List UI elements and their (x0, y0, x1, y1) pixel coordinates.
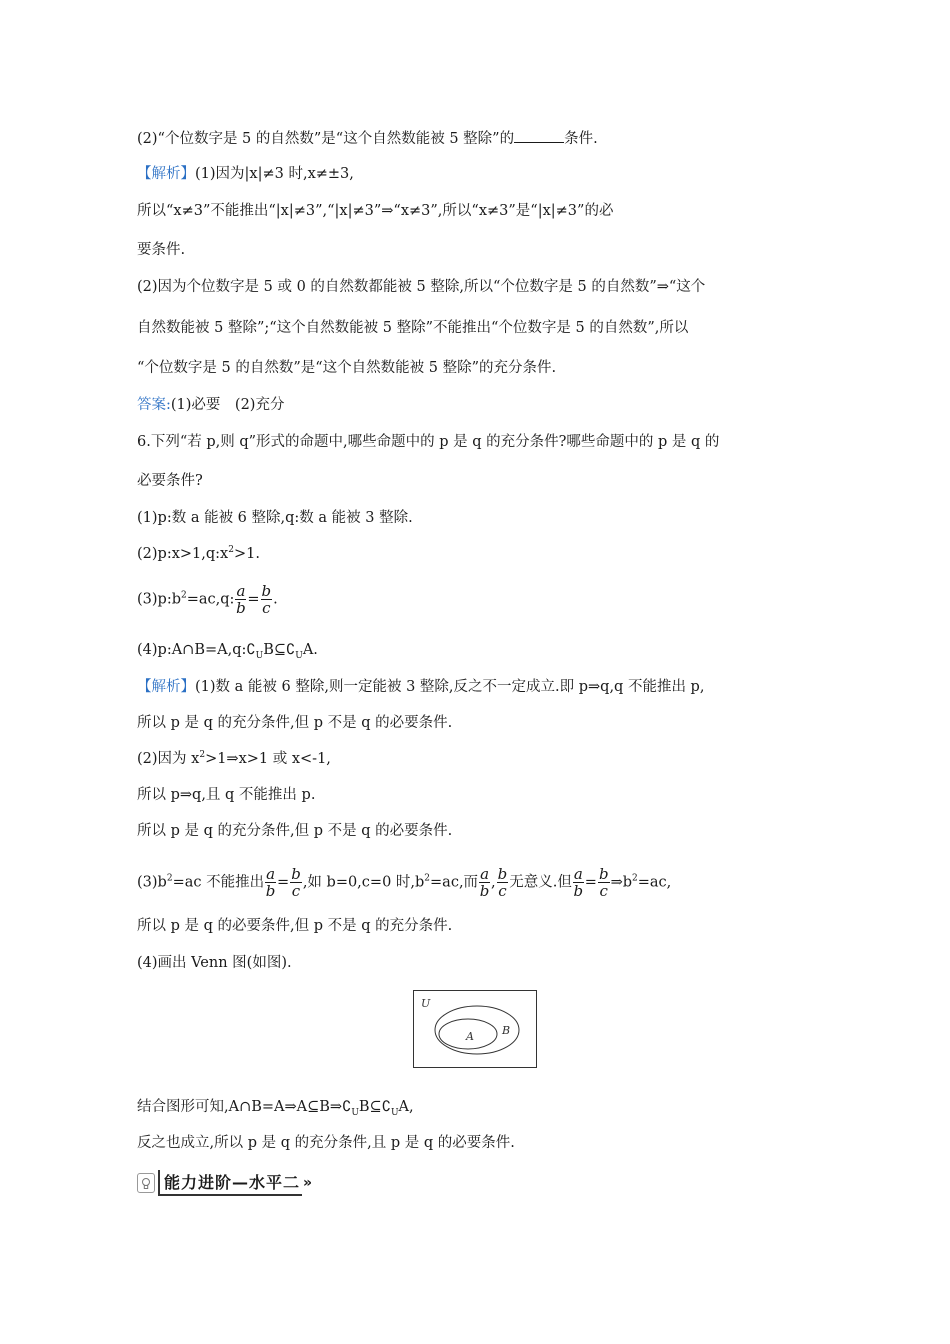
analysis-line: 自然数能被 5 整除”;“这个自然数能被 5 整除”不能推出“个位数字是 5 的自然数”,所以 (137, 320, 689, 336)
analysis-line: (2)因为 $x^2>1\Rightarrow x>1$ 或 x<-1, (137, 750, 331, 767)
analysis-line: 所以 p 是 q 的充分条件,但 p 不是 q 的必要条件. (137, 715, 453, 731)
fraction: $\frac{b}{c}$ (291, 865, 301, 900)
fraction: $\frac{a}{b}$ (479, 865, 490, 900)
section-title: 能力进阶—水平二 (158, 1170, 302, 1196)
analysis-tag: 【解析】 (137, 679, 195, 695)
question-stem: 6.下列“若 p,则 q”形式的命题中,哪些命题中的 p 是 q 的充分条件?哪些命题中的 p 是 q 的 (137, 434, 720, 450)
answer-line: 答案:(1)必要 (2)充分 (137, 397, 285, 413)
section-header (137, 1172, 312, 1194)
answer-blank (514, 128, 564, 143)
analysis-line: 所以 p 是 q 的必要条件,但 p 不是 q 的充分条件. (137, 918, 453, 934)
label-a: A (466, 1030, 474, 1043)
label-b: B (502, 1024, 511, 1037)
fraction: $\frac{b}{c}$ (261, 582, 272, 617)
analysis-line: 要条件. (137, 242, 186, 258)
label-u: U (421, 997, 431, 1010)
venn-diagram (413, 990, 537, 1068)
analysis-line: 结合图形可知$,A\cap B=A\Rightarrow A⊆B\Rightarrow∁_UB⊆∁_UA$, (137, 1099, 414, 1118)
analysis-tag: 【解析】 (137, 166, 195, 182)
condition-3: $(3)p:b^2=ac,q$: $\frac{a}{b}$ = $\frac{b}{c}$ . (137, 582, 278, 617)
condition-4: $(4)p:A\cap B=A,q:∁_UB⊆∁_UA$. (137, 642, 318, 661)
condition-2: $(2)p:x>1,q:x^2>1$. (137, 545, 260, 562)
universal-set-box (414, 991, 537, 1068)
question-stem: 必要条件? (137, 473, 203, 489)
answer-tag: 答案: (137, 397, 171, 413)
analysis-line: 所以 p 是 q 的充分条件,但 p 不是 q 的必要条件. (137, 823, 453, 839)
fraction: $\frac{b}{c}$ (598, 865, 609, 900)
condition-1: (1)p:数 a 能被 6 整除,q:数 a 能被 3 整除. (137, 510, 413, 526)
fraction: $\frac{a}{b}$ (573, 865, 584, 900)
analysis-line: (4)画出 Venn 图(如图). (137, 955, 292, 971)
analysis-line: 【解析】(1)数 a 能被 6 整除,则一定能被 3 整除,反之不一定成立.即 p⇒q,q 不能推出 p, (137, 679, 705, 695)
analysis-line: 反之也成立,所以 p 是 q 的充分条件,且 p 是 q 的必要条件. (137, 1135, 515, 1151)
analysis-line: 所以 p⇒q,且 q 不能推出 p. (137, 787, 316, 803)
double-chevron-icon: » (303, 1175, 313, 1191)
analysis-line: (2)因为个位数字是 5 或 0 的自然数都能被 5 整除,所以“个位数字是 5 的自然数”⇒“这个 (137, 279, 706, 295)
analysis-line: “个位数字是 5 的自然数”是“这个自然数能被 5 整除”的充分条件. (137, 360, 557, 376)
analysis-line: 【解析】(1)因为|x|≠3 时,x≠±3, (137, 166, 354, 182)
analysis-line: $(3)b^2=ac$ 不能推出 $\frac{a}{b}$ = $\frac{b}{c}$ ,如 b=0,c=0 时$,b^2=ac$,而 $\frac{a}{b}$ , $\frac{b}{c}$ 无意义.但 $\frac{a}{b}$ = $\frac{b}{c}$ $\Rightarrow b^2=ac$, (137, 865, 672, 900)
fraction: $\frac{b}{c}$ (497, 865, 508, 900)
fraction: $\frac{a}{b}$ (236, 582, 246, 617)
analysis-line: 所以“x≠3”不能推出“|x|≠3”,“|x|≠3”⇒“x≠3”,所以“x≠3”是“|x|≠3”的必 (137, 203, 614, 219)
fraction: $\frac{a}{b}$ (265, 865, 276, 900)
question-part-2: (2)“个位数字是 5 的自然数”是“这个自然数能被 5 整除”的 条件. (137, 128, 598, 149)
lightbulb-icon (137, 1173, 155, 1193)
